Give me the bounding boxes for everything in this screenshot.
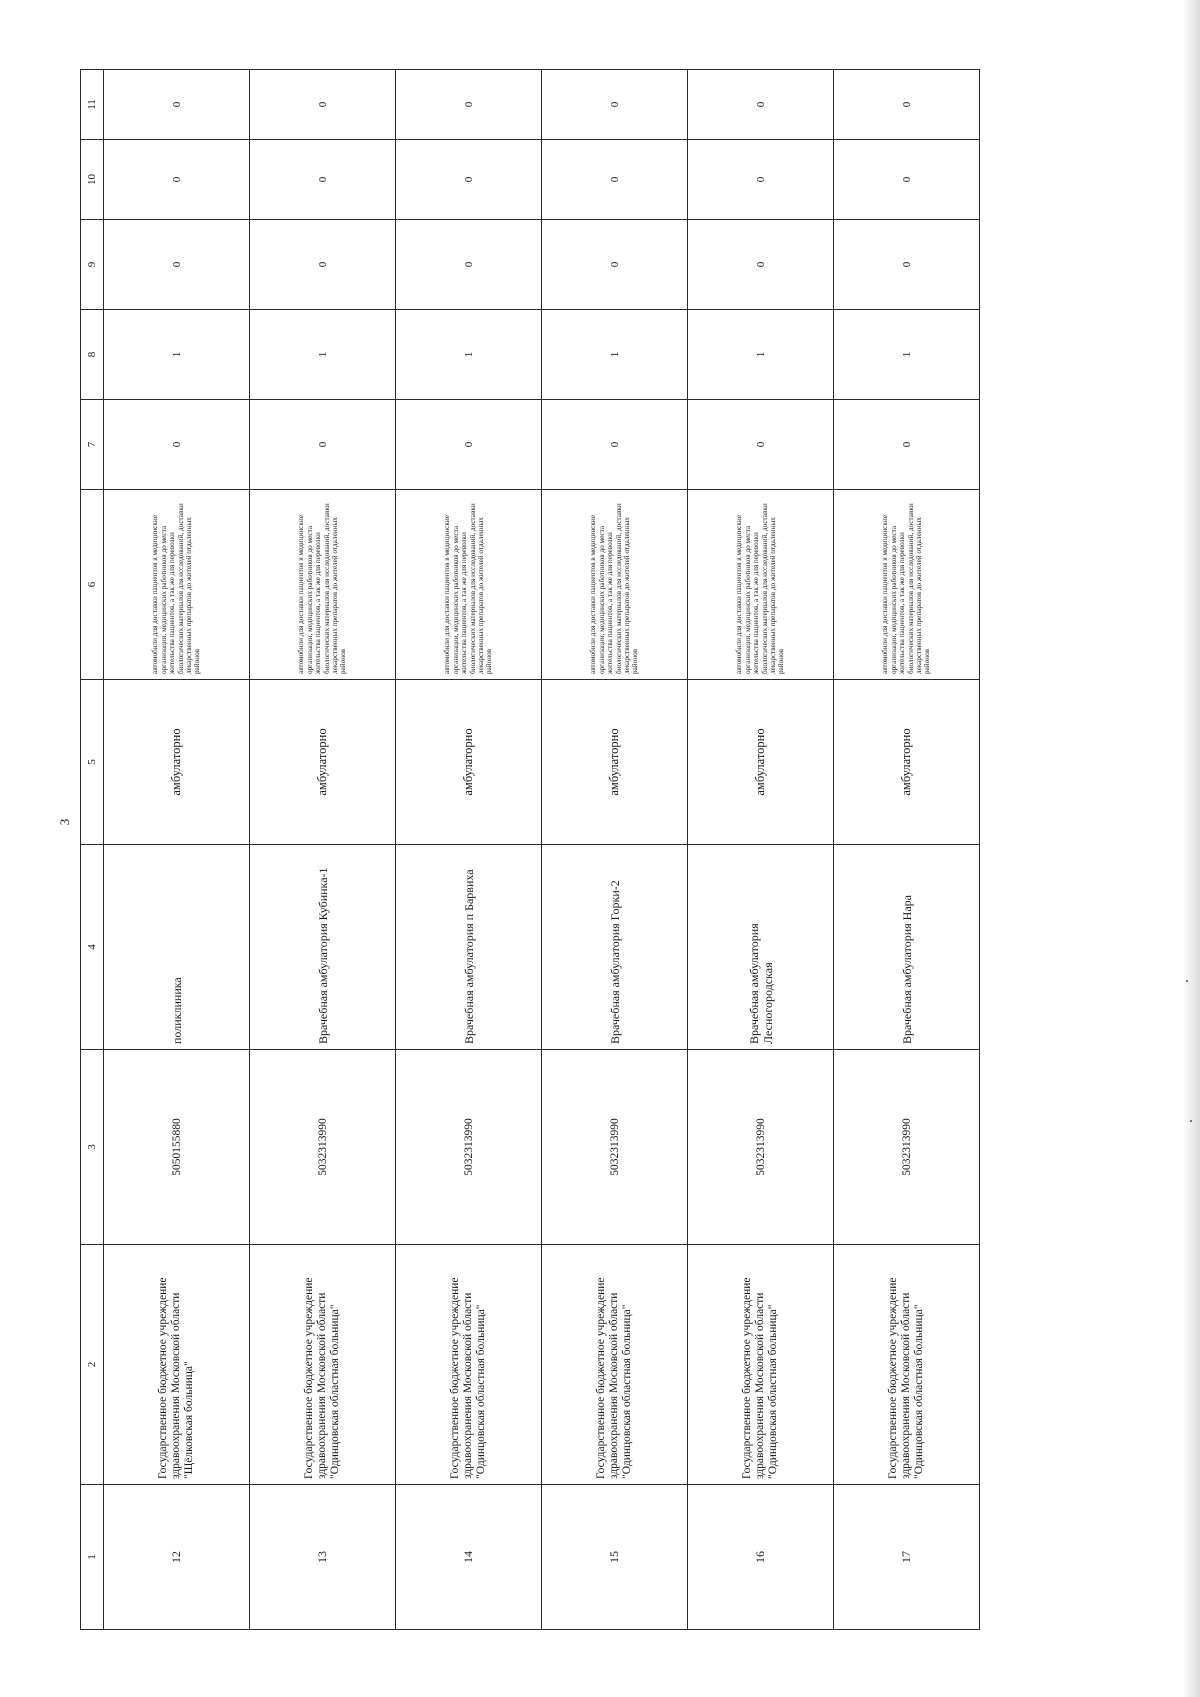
registry-table	[80, 69, 980, 1630]
table-row	[834, 70, 980, 1630]
value-col-8: 1	[396, 310, 542, 400]
col-header-10: 10	[81, 140, 104, 220]
organization-name: Государственное бюджетное учреждение здравоохранения Московской области "Одинцовская областная больница"	[688, 1245, 834, 1485]
value-col-9: 0	[104, 220, 250, 310]
inn-code: 5032313990	[250, 1050, 396, 1245]
value-col-10: 0	[542, 140, 688, 220]
care-conditions: амбулаторно	[688, 680, 834, 845]
value-col-8: 1	[688, 310, 834, 400]
inn-code: 5032313990	[834, 1050, 980, 1245]
col-header-9: 9	[81, 220, 104, 310]
organization-name: Государственное бюджетное учреждение здравоохранения Московской области "Одинцовская областная больница"	[250, 1245, 396, 1485]
value-col-11: 0	[250, 70, 396, 140]
col-header-8: 8	[81, 310, 104, 400]
col-header-1: 1	[81, 1485, 104, 1630]
value-col-9: 0	[396, 220, 542, 310]
row-number: 13	[250, 1485, 396, 1630]
subdivision-name: Врачебная амбулатория Нара	[834, 845, 980, 1050]
row-number: 15	[542, 1485, 688, 1630]
value-col-9: 0	[250, 220, 396, 310]
subdivision-name: Врачебная амбулатория Лесногородская	[688, 845, 834, 1050]
value-col-10: 0	[688, 140, 834, 220]
value-col-7: 0	[250, 400, 396, 490]
value-col-9: 0	[542, 220, 688, 310]
care-conditions: амбулаторно	[104, 680, 250, 845]
subdivision-name: Врачебная амбулатория Кубинка-1	[250, 845, 396, 1050]
care-conditions: амбулаторно	[396, 680, 542, 845]
scan-speck	[1190, 1120, 1192, 1122]
scan-edge-shading	[1183, 0, 1200, 1697]
table-row	[396, 70, 542, 1630]
row-number: 12	[104, 1485, 250, 1630]
value-col-8: 1	[542, 310, 688, 400]
value-col-8: 1	[250, 310, 396, 400]
inn-code: 5032313990	[542, 1050, 688, 1245]
vehicle-purpose: автомобили для доставки пациентов в медицинские организации, медицинских работников до места жительства пациентов, а так же для перевозки биологических материалов для исследований, доставки лекарственных препаратов до жителей отдаленных районов	[542, 490, 688, 680]
row-number: 16	[688, 1485, 834, 1630]
vehicle-purpose: автомобили для доставки пациентов в медицинские организации, медицинских работников до места жительства пациентов, а так же для перевозки биологических материалов для исследований, доставки лекарственных препаратов до жителей отдаленных районов	[834, 490, 980, 680]
table-row	[104, 70, 250, 1630]
col-header-3: 3	[81, 1050, 104, 1245]
organization-name: Государственное бюджетное учреждение здравоохранения Московской области "Одинцовская областная больница"	[834, 1245, 980, 1485]
inn-code: 5032313990	[688, 1050, 834, 1245]
organization-name: Государственное бюджетное учреждение здравоохранения Московской области "Одинцовская областная больница"	[542, 1245, 688, 1485]
row-number: 14	[396, 1485, 542, 1630]
value-col-8: 1	[104, 310, 250, 400]
value-col-10: 0	[396, 140, 542, 220]
subdivision-name: поликлиника	[104, 845, 250, 1050]
value-col-7: 0	[834, 400, 980, 490]
value-col-7: 0	[104, 400, 250, 490]
value-col-11: 0	[688, 70, 834, 140]
care-conditions: амбулаторно	[834, 680, 980, 845]
col-header-11: 11	[81, 70, 104, 140]
value-col-7: 0	[688, 400, 834, 490]
table-row	[542, 70, 688, 1630]
care-conditions: амбулаторно	[250, 680, 396, 845]
value-col-9: 0	[834, 220, 980, 310]
value-col-11: 0	[396, 70, 542, 140]
col-header-4: 4	[81, 845, 104, 1050]
subdivision-name: Врачебная амбулатория п Барвиха	[396, 845, 542, 1050]
value-col-7: 0	[396, 400, 542, 490]
page-number: 3	[57, 818, 72, 826]
value-col-9: 0	[688, 220, 834, 310]
header-row	[81, 70, 104, 1630]
rotated-table-wrapper	[80, 70, 960, 1630]
col-header-2: 2	[81, 1245, 104, 1485]
organization-name: Государственное бюджетное учреждение здравоохранения Московской области "Щёлковская больница"	[104, 1245, 250, 1485]
organization-name: Государственное бюджетное учреждение здравоохранения Московской области "Одинцовская областная больница"	[396, 1245, 542, 1485]
value-col-11: 0	[542, 70, 688, 140]
inn-code: 5032313990	[396, 1050, 542, 1245]
vehicle-purpose: автомобили для доставки пациентов в медицинские организации, медицинских работников до места жительства пациентов, а так же для перевозки биологических материалов для исследований, доставки лекарственных препаратов до жителей отдаленных районов	[250, 490, 396, 680]
inn-code: 5050155880	[104, 1050, 250, 1245]
value-col-10: 0	[250, 140, 396, 220]
col-header-6: 6	[81, 490, 104, 680]
vehicle-purpose: автомобили для доставки пациентов в медицинские организации, медицинских работников до места жительства пациентов, а так же для перевозки биологических материалов для исследований, доставки лекарственных препаратов до жителей отдаленных районов	[396, 490, 542, 680]
vehicle-purpose: автомобили для доставки пациентов в медицинские организации, медицинских работников до места жительства пациентов, а так же для перевозки биологических материалов для исследований, доставки лекарственных препаратов до жителей отдаленных районов	[688, 490, 834, 680]
value-col-10: 0	[834, 140, 980, 220]
subdivision-name: Врачебная амбулатория Горки-2	[542, 845, 688, 1050]
col-header-7: 7	[81, 400, 104, 490]
vehicle-purpose: автомобили для доставки пациентов в медицинские организации, медицинских работников до места жительства пациентов, а так же для перевозки биологических материалов для исследований, доставки лекарственных препаратов до жителей отдаленных районов	[104, 490, 250, 680]
value-col-11: 0	[104, 70, 250, 140]
scan-speck	[1186, 980, 1188, 982]
value-col-11: 0	[834, 70, 980, 140]
row-number: 17	[834, 1485, 980, 1630]
value-col-7: 0	[542, 400, 688, 490]
value-col-8: 1	[834, 310, 980, 400]
table-row	[250, 70, 396, 1630]
care-conditions: амбулаторно	[542, 680, 688, 845]
col-header-5: 5	[81, 680, 104, 845]
value-col-10: 0	[104, 140, 250, 220]
table-row	[688, 70, 834, 1630]
